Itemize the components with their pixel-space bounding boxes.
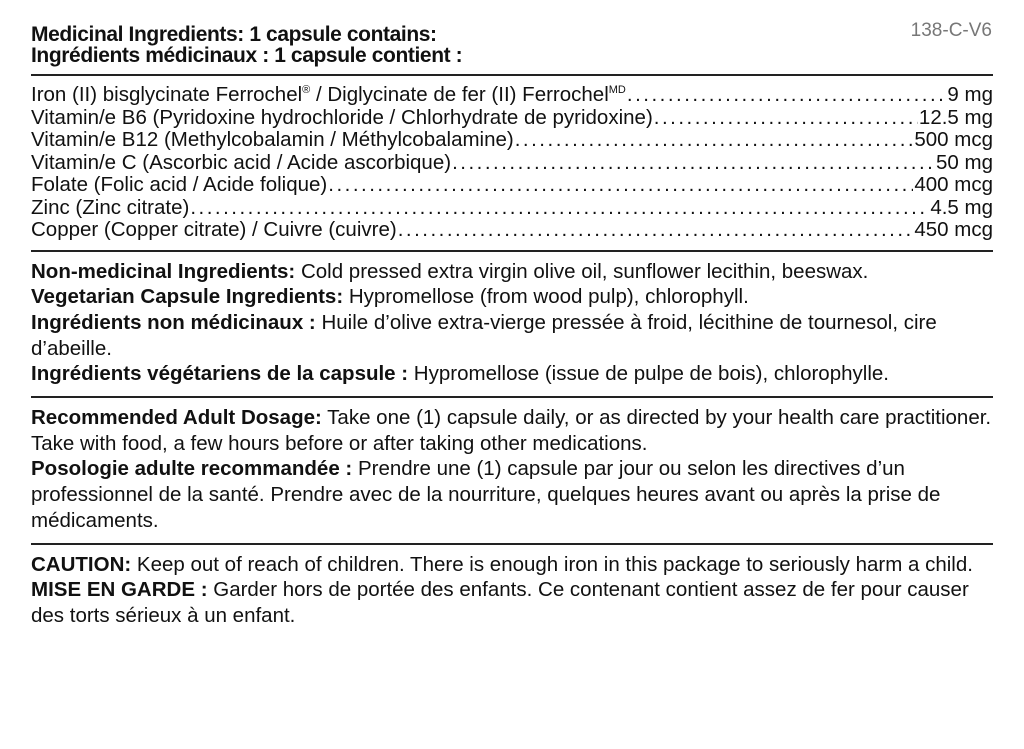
ingredient-amount: 12.5 mg [918,105,993,129]
dot-leader [654,107,918,130]
ingredient-row [31,107,993,130]
registered-mark: ® [302,84,311,97]
medicinal-heading [31,24,993,66]
ingredient-row [31,84,993,107]
paragraph [31,310,993,361]
ingredient-row [31,152,993,175]
ingredient-amount: 450 mcg [914,218,993,241]
ingredient-amount: 50 mg [936,150,993,174]
ingredient-row [31,174,993,197]
supplement-label [31,24,993,638]
ingredient-amount: 400 mcg [914,173,993,196]
para-text: Hypromellose (issue de pulpe de bois), chlorophylle. [408,362,889,386]
ingredient-list [31,76,993,250]
dot-leader [398,219,914,242]
ingredient-name: Vitamin/e B6 (Pyridoxine hydrochloride / Chlorhydrate de pyridoxine) [31,105,653,129]
para-label: Vegetarian Capsule Ingredients: [31,285,344,309]
paragraph [31,259,993,285]
dot-leader [190,197,929,220]
ingredient-row [31,197,993,220]
paragraph [31,284,993,310]
para-text: Take one (1) capsule daily, or as directed by your health care practitioner. Take with food, a few hours before or after taking other medications. [31,406,992,455]
ingredient-row [31,219,993,242]
para-label: Non-medicinal Ingredients: [31,259,296,283]
non-medicinal-section [31,252,993,397]
ingredient-row [31,129,993,152]
para-text: Hypromellose (from wood pulp), chlorophyll. [343,285,749,309]
paragraph [31,361,993,387]
md-mark: MD [608,84,626,97]
dot-leader [452,152,935,175]
para-text: Garder hors de portée des enfants. Ce contenant contient assez de fer pour causer des torts sérieux à un enfant. [31,578,969,627]
ingredient-name: Vitamin/e B12 (Methylcobalamin / Méthylcobalamine) [31,128,514,151]
label-code: 138-C-V6 [910,20,992,41]
para-label: Posologie adulte recommandée : [31,457,353,481]
para-text: Cold pressed extra virgin olive oil, sunflower lecithin, beeswax. [295,259,869,283]
paragraph [31,577,993,628]
para-text: Huile d’olive extra-vierge pressée à froid, lécithine de tournesol, cire d’abeille. [31,310,937,360]
para-label: MISE EN GARDE : [31,578,208,602]
para-label: Ingrédients non médicinaux : [31,310,316,334]
para-label: Recommended Adult Dosage: [31,406,322,430]
ingredient-name-fr: / Diglycinate de fer (II) Ferrochel [310,83,609,106]
dosage-section [31,398,993,543]
paragraph [31,405,993,456]
para-text: Keep out of reach of children. There is enough iron in this package to seriously harm a child. [131,552,973,576]
ingredient-name: Copper (Copper citrate) / Cuivre (cuivre) [31,218,397,241]
paragraph [31,552,993,578]
paragraph [31,456,993,533]
ingredient-name: Iron (II) bisglycinate Ferrochel [31,83,303,106]
heading-en: Medicinal Ingredients: 1 capsule contains: [31,23,437,46]
dot-leader [515,129,914,152]
para-label: CAUTION: [31,552,132,576]
ingredient-name: Folate (Folic acid / Acide folique) [31,173,328,196]
para-label: Ingrédients végétariens de la capsule : [31,362,409,386]
ingredient-amount: 9 mg [947,83,993,106]
dot-leader [627,84,947,107]
caution-section [31,545,993,638]
ingredient-name: Vitamin/e C (Ascorbic acid / Acide ascorbique) [31,150,452,174]
ingredient-name: Zinc (Zinc citrate) [31,195,190,219]
dot-leader [328,174,913,197]
ingredient-amount: 500 mcg [914,128,993,151]
heading-fr: Ingrédients médicinaux : 1 capsule contient : [31,44,463,67]
para-text: Prendre une (1) capsule par jour ou selon les directives d’un professionnel de la santé. Prendre avec de la nourriture, quelques heures avant ou après la prise de médicaments. [31,457,941,532]
ingredient-amount: 4.5 mg [930,195,993,219]
